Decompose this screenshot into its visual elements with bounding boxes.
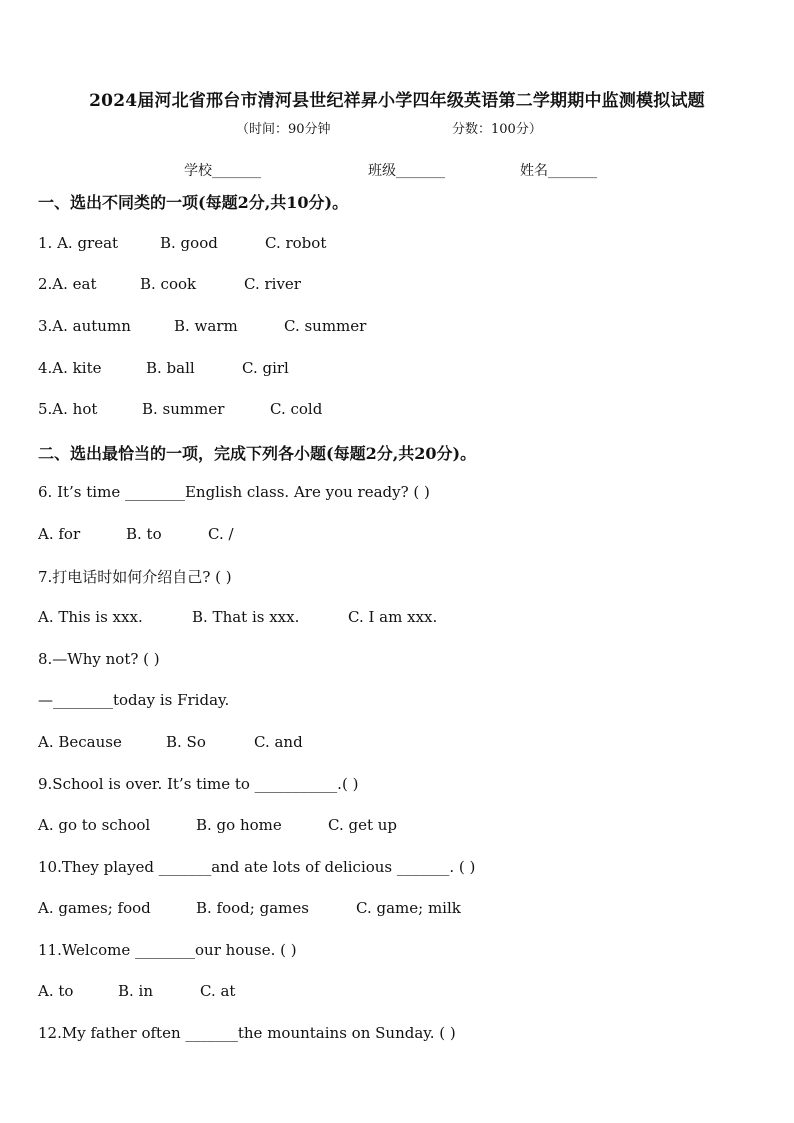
q7-option-b: B. That is xxx. — [192, 608, 300, 626]
exam-time: （时间：90分钟 — [236, 122, 331, 137]
q5-option-a: 5.A. hot — [38, 400, 98, 418]
q2-option-c: C. river — [244, 275, 301, 293]
q11-option-c: C. at — [200, 982, 236, 1000]
q11-option-b: B. in — [118, 982, 154, 1000]
q2-option-a: 2.A. eat — [38, 275, 97, 293]
q7-option-c: C. I am xxx. — [348, 608, 438, 626]
q5-option-c: C. cold — [270, 400, 323, 418]
question-8: 8.—Why not? ( ) — [38, 650, 160, 668]
q10-option-a: A. games; food — [38, 899, 151, 917]
page-title: 2024届河北省邢台市清河县世纪祥昇小学四年级英语第二学期期中监测模拟试题 — [89, 91, 705, 111]
q1-option-b: B. good — [160, 234, 218, 252]
q4-option-a: 4.A. kite — [38, 359, 102, 377]
q10-option-c: C. game; milk — [356, 899, 461, 917]
q9-option-b: B. go home — [196, 816, 282, 834]
question-6: 6. It’s time ________English class. Are you ready? ( ) — [38, 483, 430, 501]
q5-option-b: B. summer — [142, 400, 225, 418]
q2-option-b: B. cook — [140, 275, 197, 293]
q6-option-c: C. / — [208, 525, 234, 543]
name-field: 姓名_______ — [520, 163, 597, 179]
class-field: 班级_______ — [368, 163, 445, 179]
q3-option-a: 3.A. autumn — [38, 317, 131, 335]
q3-option-c: C. summer — [284, 317, 367, 335]
question-8-line-2: —________today is Friday. — [38, 691, 230, 709]
q6-option-b: B. to — [126, 525, 162, 543]
question-10: 10.They played _______and ate lots of delicious _______. ( ) — [38, 858, 476, 876]
question-9: 9.School is over. It’s time to ___________.( ) — [38, 775, 359, 793]
q6-option-a: A. for — [38, 525, 81, 543]
exam-score: 分数：100分） — [452, 122, 542, 137]
q7-option-a: A. This is xxx. — [38, 608, 143, 626]
q10-option-b: B. food; games — [196, 899, 309, 917]
q9-option-a: A. go to school — [38, 816, 151, 834]
section-2-heading: 二、选出最恰当的一项，完成下列各小题(每题2分,共20分)。 — [38, 444, 477, 463]
question-12: 12.My father often _______the mountains on Sunday. ( ) — [38, 1024, 456, 1042]
school-field: 学校_______ — [184, 163, 261, 179]
q1-option-c: C. robot — [265, 234, 327, 252]
q4-option-c: C. girl — [242, 359, 289, 377]
q1-option-a: 1. A. great — [38, 234, 119, 252]
exam-meta — [236, 118, 542, 137]
q9-option-c: C. get up — [328, 816, 398, 834]
q11-option-a: A. to — [38, 982, 74, 1000]
q4-option-b: B. ball — [146, 359, 195, 377]
q8-option-b: B. So — [166, 733, 206, 751]
q3-option-b: B. warm — [174, 317, 238, 335]
q8-option-c: C. and — [254, 733, 303, 751]
q8-option-a: A. Because — [38, 733, 122, 751]
section-1-heading: 一、选出不同类的一项(每题2分,共10分)。 — [38, 193, 349, 212]
question-7: 7.打电话时如何介绍自己? ( ) — [38, 568, 232, 586]
question-11: 11.Welcome ________our house. ( ) — [38, 941, 297, 959]
